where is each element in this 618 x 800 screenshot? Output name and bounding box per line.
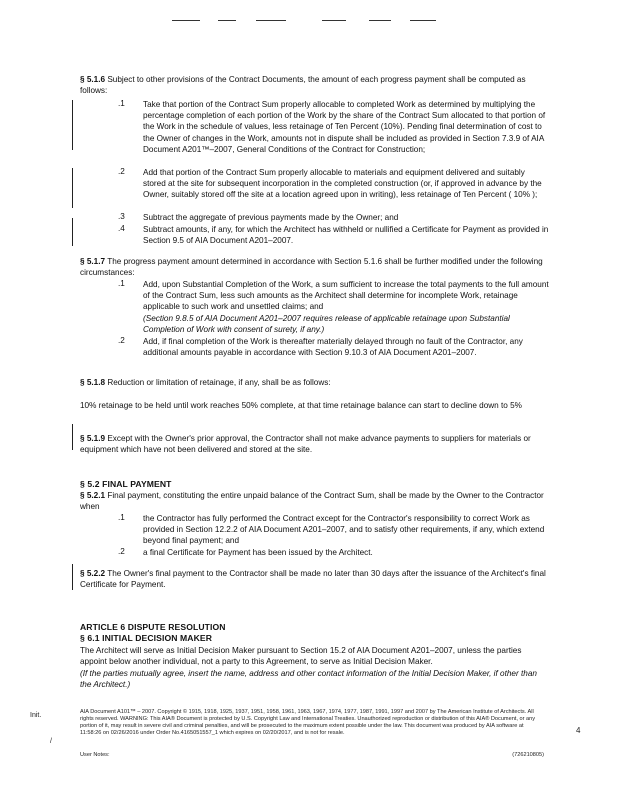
section-5-1-6-intro	[80, 74, 548, 96]
section-label: § 5.1.8	[80, 378, 106, 387]
top-rule	[218, 20, 236, 21]
section-5-1-9	[80, 433, 548, 455]
revision-bar	[72, 168, 73, 208]
item-text: Take that portion of the Contract Sum properly allocable to completed Work as determined by multiplying the percentage completion of each portion of the Work by the share of the Contract Sum allocated to that portion of the Work in the schedule of values, less retainage of Ten Percent (10%). Pending final determination of cost to the Owner of changes in the Work, amounts not in dispute shall be included as provided in Section 7.3.9 of AIA Document A201™–2007, General Conditions of the Contract for Construction;	[143, 100, 546, 154]
section-label: § 5.2.2	[80, 569, 106, 578]
revision-bar	[72, 100, 73, 150]
section-5-2-2	[80, 568, 548, 590]
item-number: .2	[118, 547, 125, 556]
copyright-notice: AIA Document A101™ – 2007. Copyright © 1915, 1918, 1925, 1937, 1951, 1958, 1961, 1963, 1967, 1974, 1977, 1987, 1991, 1997 and 2007 by The American Institute of Architects. All rights reserved. WARNING: This AIA® Document is protected by U.S. Copyright Law and International Treaties. Unauthorized reproduction or distribution of this AIA® Document, or any portion of it, may result in severe civil and criminal penalties, and will be prosecuted to the maximum extent possible under the law. This document was produced by AIA software at 11:58:26 on 02/26/2016 under Order No.4165051557_1 which expires on 02/20/2017, and is not for resale.	[80, 709, 536, 736]
section-5-2-1	[80, 490, 548, 512]
top-rule	[322, 20, 346, 21]
top-rule	[369, 20, 391, 21]
section-5-2-heading: § 5.2 FINAL PAYMENT	[80, 479, 172, 489]
item-text	[143, 279, 549, 335]
top-rule	[256, 20, 286, 21]
section-label: § 5.1.6	[80, 75, 106, 84]
section-5-1-8	[80, 377, 548, 388]
top-rule	[172, 20, 200, 21]
section-text: Reduction or limitation of retainage, if any, shall be as follows:	[107, 378, 331, 387]
section-label: § 5.2.1	[80, 491, 106, 500]
item-number: .1	[118, 279, 125, 288]
item-text: Add that portion of the Contract Sum properly allocable to materials and equipment delivered and suitably stored at the site for subsequent incorporation in the completed construction (or, if approved in advance by the Owner, suitably stored off the site at a location agreed upon in writing), less retainage of Ten Percent ( 10% );	[143, 168, 542, 200]
section-text: Except with the Owner's prior approval, the Contractor shall not make advance payments to suppliers for materials or equipment which have not been delivered and stored at the site.	[80, 434, 531, 455]
item-number: .1	[118, 513, 125, 522]
user-notes-label: User Notes:	[80, 752, 110, 758]
item-number: .2	[118, 167, 125, 176]
document-id: (726210805)	[512, 752, 544, 758]
section-text: Final payment, constituting the entire unpaid balance of the Contract Sum, shall be made by the Owner to the Contractor when	[80, 491, 544, 512]
section-text: The progress payment amount determined in accordance with Section 5.1.6 shall be further modified under the following circumstances:	[80, 257, 543, 278]
item-number: .4	[118, 224, 125, 233]
item-text: Subtract the aggregate of previous payments made by the Owner; and	[143, 213, 399, 222]
section-5-1-7-intro	[80, 256, 548, 278]
section-label: § 5.1.7	[80, 257, 106, 266]
top-rule	[410, 20, 436, 21]
item-text: the Contractor has fully performed the Contract except for the Contractor's responsibility to correct Work as provided in Section 12.2.2 of AIA Document A201–2007, and to satisfy other requirements, if any, which extend beyond final payment; and	[143, 514, 545, 546]
section-label: § 5.1.9	[80, 434, 106, 443]
retainage-value: 10% retainage to be held until work reaches 50% complete, at that time retainage balance can start to decline down to 5%	[80, 401, 522, 410]
item-note: (Section 9.8.5 of AIA Document A201–2007 requires release of applicable retainage upon Substantial Completion of Work with consent of surety, if any.)	[143, 313, 510, 334]
initials-slash: /	[50, 738, 52, 745]
item-body: Add, upon Substantial Completion of the Work, a sum sufficient to increase the total payments to the full amount of the Contract Sum, less such amounts as the Architect shall determine for incomplete Work, retainage applicable to such work and unsettled claims; and	[143, 280, 549, 312]
item-number: .2	[118, 336, 125, 345]
item-number: .1	[118, 99, 125, 108]
item-text: a final Certificate for Payment has been issued by the Architect.	[143, 548, 373, 557]
page-number: 4	[576, 726, 581, 735]
revision-bar	[72, 218, 73, 246]
item-text: Subtract amounts, if any, for which the Architect has withheld or nullified a Certificate for Payment as provided in Section 9.5 of AIA Document A201–2007.	[143, 225, 549, 246]
item-number: .3	[118, 212, 125, 221]
section-6-1-heading: § 6.1 INITIAL DECISION MAKER	[80, 633, 213, 643]
revision-bar	[72, 564, 73, 590]
item-text: Add, if final completion of the Work is thereafter materially delayed through no fault of the Contractor, any additional amounts payable in accordance with Section 9.10.3 of AIA Document A201–2007.	[143, 337, 523, 358]
article-6-note: (If the parties mutually agree, insert the name, address and other contact information of the Initial Decision Maker, if other than the Architect.)	[80, 669, 537, 690]
revision-bar	[72, 424, 73, 450]
initials-label: Init.	[30, 712, 42, 719]
article-6-text: The Architect will serve as Initial Decision Maker pursuant to Section 15.2 of AIA Document A201–2007, unless the parties appoint below another individual, not a party to this Agreement, to serve as Initial Decision Maker.	[80, 646, 522, 667]
article-6-heading: ARTICLE 6 DISPUTE RESOLUTION	[80, 622, 226, 632]
section-text: Subject to other provisions of the Contract Documents, the amount of each progress payment shall be computed as follows:	[80, 75, 526, 96]
section-text: The Owner's final payment to the Contractor shall be made no later than 30 days after the issuance of the Architect's final Certificate for Payment.	[80, 569, 546, 590]
